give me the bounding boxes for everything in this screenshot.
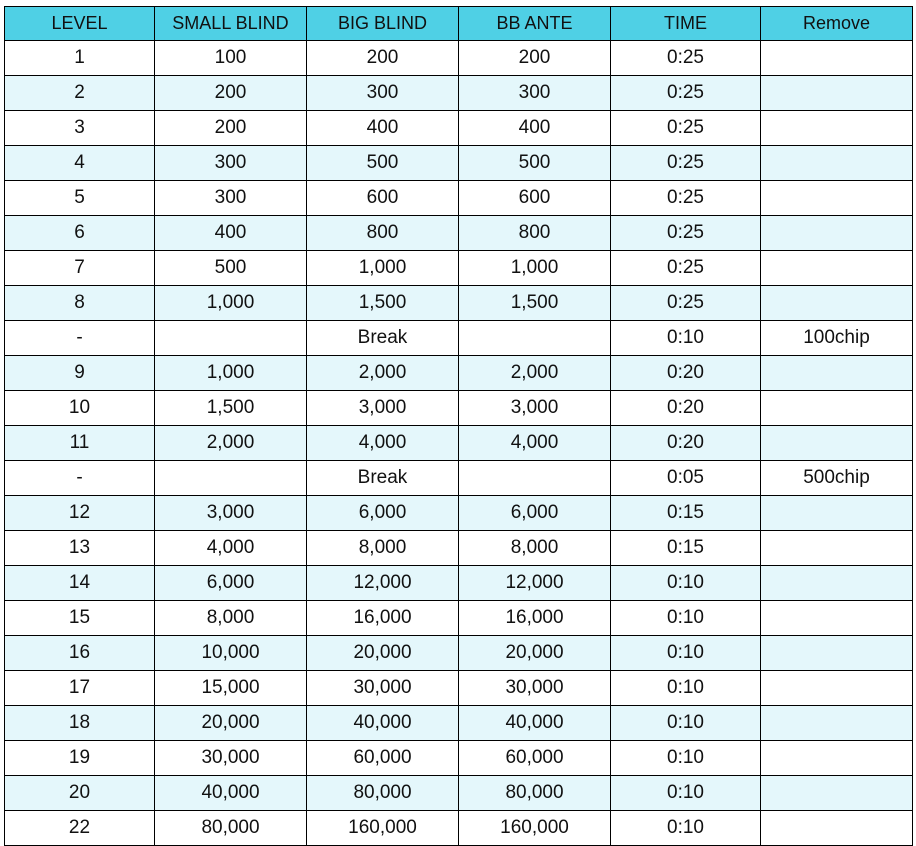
remove-cell[interactable]: [761, 111, 913, 146]
remove-cell[interactable]: [761, 776, 913, 811]
table-row: [5, 356, 913, 391]
bb-ante-cell[interactable]: 400: [459, 111, 611, 146]
level-cell[interactable]: 17: [5, 671, 155, 706]
remove-cell[interactable]: [761, 811, 913, 846]
small-blind-cell[interactable]: 10,000: [155, 636, 307, 671]
bb-ante-cell[interactable]: 800: [459, 216, 611, 251]
small-blind-cell[interactable]: 8,000: [155, 601, 307, 636]
small-blind-cell[interactable]: 15,000: [155, 671, 307, 706]
level-cell[interactable]: -: [5, 321, 155, 356]
big-blind-cell[interactable]: 200: [307, 41, 459, 76]
header-row: [5, 7, 913, 41]
time-cell[interactable]: 0:25: [611, 181, 761, 216]
level-cell[interactable]: 10: [5, 391, 155, 426]
big-blind-cell[interactable]: Break: [307, 321, 459, 356]
time-cell[interactable]: 0:10: [611, 566, 761, 601]
remove-cell[interactable]: [761, 426, 913, 461]
table-row: [5, 566, 913, 601]
remove-cell[interactable]: [761, 76, 913, 111]
time-cell[interactable]: 0:15: [611, 496, 761, 531]
time-cell[interactable]: 0:05: [611, 461, 761, 496]
remove-cell[interactable]: [761, 146, 913, 181]
blind-structure-sheet: [4, 6, 913, 846]
remove-cell[interactable]: [761, 636, 913, 671]
bb-ante-cell[interactable]: 4,000: [459, 426, 611, 461]
bb-ante-cell[interactable]: 20,000: [459, 636, 611, 671]
header-big-blind[interactable]: BIG BLIND: [307, 7, 459, 41]
big-blind-cell[interactable]: 8,000: [307, 531, 459, 566]
level-cell[interactable]: 13: [5, 531, 155, 566]
time-cell[interactable]: 0:25: [611, 111, 761, 146]
big-blind-cell[interactable]: 80,000: [307, 776, 459, 811]
break-row: [5, 461, 913, 496]
table-row: [5, 76, 913, 111]
bb-ante-cell[interactable]: 8,000: [459, 531, 611, 566]
table-row: [5, 41, 913, 76]
big-blind-cell[interactable]: 20,000: [307, 636, 459, 671]
remove-cell[interactable]: [761, 391, 913, 426]
big-blind-cell[interactable]: 4,000: [307, 426, 459, 461]
bb-ante-cell[interactable]: 160,000: [459, 811, 611, 846]
bb-ante-cell[interactable]: 2,000: [459, 356, 611, 391]
remove-cell[interactable]: [761, 566, 913, 601]
table-row: [5, 811, 913, 846]
time-cell[interactable]: 0:20: [611, 391, 761, 426]
small-blind-cell[interactable]: [155, 461, 307, 496]
blind-structure-table: [4, 6, 913, 846]
level-cell[interactable]: 12: [5, 496, 155, 531]
time-cell[interactable]: 0:25: [611, 251, 761, 286]
time-cell[interactable]: 0:25: [611, 146, 761, 181]
level-cell[interactable]: 7: [5, 251, 155, 286]
header-bb-ante[interactable]: BB ANTE: [459, 7, 611, 41]
remove-cell[interactable]: [761, 496, 913, 531]
remove-cell[interactable]: 500chip: [761, 461, 913, 496]
table-row: [5, 531, 913, 566]
time-cell[interactable]: 0:10: [611, 811, 761, 846]
time-cell[interactable]: 0:10: [611, 321, 761, 356]
small-blind-cell[interactable]: [155, 321, 307, 356]
small-blind-cell[interactable]: 40,000: [155, 776, 307, 811]
table-row: [5, 601, 913, 636]
time-cell[interactable]: 0:10: [611, 601, 761, 636]
level-cell[interactable]: 20: [5, 776, 155, 811]
level-cell[interactable]: -: [5, 461, 155, 496]
big-blind-cell[interactable]: 1,500: [307, 286, 459, 321]
bb-ante-cell[interactable]: 30,000: [459, 671, 611, 706]
small-blind-cell[interactable]: 4,000: [155, 531, 307, 566]
remove-cell[interactable]: [761, 251, 913, 286]
level-cell[interactable]: 14: [5, 566, 155, 601]
time-cell[interactable]: 0:15: [611, 531, 761, 566]
small-blind-cell[interactable]: 1,500: [155, 391, 307, 426]
level-cell[interactable]: 3: [5, 111, 155, 146]
break-row: [5, 321, 913, 356]
big-blind-cell[interactable]: 1,000: [307, 251, 459, 286]
remove-cell[interactable]: [761, 41, 913, 76]
remove-cell[interactable]: [761, 671, 913, 706]
small-blind-cell[interactable]: 6,000: [155, 566, 307, 601]
bb-ante-cell[interactable]: 300: [459, 76, 611, 111]
big-blind-cell[interactable]: 800: [307, 216, 459, 251]
small-blind-cell[interactable]: 200: [155, 111, 307, 146]
level-cell[interactable]: 1: [5, 41, 155, 76]
table-row: [5, 706, 913, 741]
big-blind-cell[interactable]: 2,000: [307, 356, 459, 391]
bb-ante-cell[interactable]: [459, 321, 611, 356]
bb-ante-cell[interactable]: 60,000: [459, 741, 611, 776]
small-blind-cell[interactable]: 30,000: [155, 741, 307, 776]
remove-cell[interactable]: [761, 286, 913, 321]
level-cell[interactable]: 8: [5, 286, 155, 321]
big-blind-cell[interactable]: Break: [307, 461, 459, 496]
remove-cell[interactable]: [761, 181, 913, 216]
big-blind-cell[interactable]: 3,000: [307, 391, 459, 426]
big-blind-cell[interactable]: 30,000: [307, 671, 459, 706]
header-level[interactable]: LEVEL: [5, 7, 155, 41]
bb-ante-cell[interactable]: 500: [459, 146, 611, 181]
table-row: [5, 111, 913, 146]
table-row: [5, 286, 913, 321]
bb-ante-cell[interactable]: [459, 461, 611, 496]
table-row: [5, 391, 913, 426]
time-cell[interactable]: 0:10: [611, 741, 761, 776]
time-cell[interactable]: 0:10: [611, 776, 761, 811]
remove-cell[interactable]: 100chip: [761, 321, 913, 356]
remove-cell[interactable]: [761, 531, 913, 566]
time-cell[interactable]: 0:20: [611, 426, 761, 461]
header-remove[interactable]: Remove: [761, 7, 913, 41]
remove-cell[interactable]: [761, 356, 913, 391]
small-blind-cell[interactable]: 200: [155, 76, 307, 111]
level-cell[interactable]: 16: [5, 636, 155, 671]
bb-ante-cell[interactable]: 12,000: [459, 566, 611, 601]
bb-ante-cell[interactable]: 3,000: [459, 391, 611, 426]
level-cell[interactable]: 22: [5, 811, 155, 846]
big-blind-cell[interactable]: 16,000: [307, 601, 459, 636]
remove-cell[interactable]: [761, 706, 913, 741]
table-row: [5, 776, 913, 811]
table-row: [5, 496, 913, 531]
header-time[interactable]: TIME: [611, 7, 761, 41]
bb-ante-cell[interactable]: 16,000: [459, 601, 611, 636]
time-cell[interactable]: 0:25: [611, 41, 761, 76]
level-cell[interactable]: 18: [5, 706, 155, 741]
big-blind-cell[interactable]: 400: [307, 111, 459, 146]
table-row: [5, 671, 913, 706]
remove-cell[interactable]: [761, 216, 913, 251]
big-blind-cell[interactable]: 600: [307, 181, 459, 216]
table-row: [5, 636, 913, 671]
time-cell[interactable]: 0:20: [611, 356, 761, 391]
bb-ante-cell[interactable]: 200: [459, 41, 611, 76]
time-cell[interactable]: 0:25: [611, 216, 761, 251]
small-blind-cell[interactable]: 300: [155, 181, 307, 216]
header-small-blind[interactable]: SMALL BLIND: [155, 7, 307, 41]
level-cell[interactable]: 5: [5, 181, 155, 216]
table-row: [5, 181, 913, 216]
small-blind-cell[interactable]: 300: [155, 146, 307, 181]
bb-ante-cell[interactable]: 6,000: [459, 496, 611, 531]
big-blind-cell[interactable]: 300: [307, 76, 459, 111]
table-row: [5, 741, 913, 776]
bb-ante-cell[interactable]: 1,500: [459, 286, 611, 321]
small-blind-cell[interactable]: 1,000: [155, 356, 307, 391]
time-cell[interactable]: 0:25: [611, 76, 761, 111]
big-blind-cell[interactable]: 160,000: [307, 811, 459, 846]
remove-cell[interactable]: [761, 741, 913, 776]
level-cell[interactable]: 2: [5, 76, 155, 111]
level-cell[interactable]: 15: [5, 601, 155, 636]
level-cell[interactable]: 4: [5, 146, 155, 181]
remove-cell[interactable]: [761, 601, 913, 636]
bb-ante-cell[interactable]: 40,000: [459, 706, 611, 741]
bb-ante-cell[interactable]: 80,000: [459, 776, 611, 811]
small-blind-cell[interactable]: 2,000: [155, 426, 307, 461]
time-cell[interactable]: 0:25: [611, 286, 761, 321]
time-cell[interactable]: 0:10: [611, 636, 761, 671]
time-cell[interactable]: 0:10: [611, 671, 761, 706]
table-body: [5, 41, 913, 846]
table-row: [5, 251, 913, 286]
time-cell[interactable]: 0:10: [611, 706, 761, 741]
small-blind-cell[interactable]: 100: [155, 41, 307, 76]
bb-ante-cell[interactable]: 1,000: [459, 251, 611, 286]
small-blind-cell[interactable]: 400: [155, 216, 307, 251]
level-cell[interactable]: 9: [5, 356, 155, 391]
small-blind-cell[interactable]: 500: [155, 251, 307, 286]
big-blind-cell[interactable]: 40,000: [307, 706, 459, 741]
level-cell[interactable]: 11: [5, 426, 155, 461]
table-row: [5, 426, 913, 461]
small-blind-cell[interactable]: 3,000: [155, 496, 307, 531]
level-cell[interactable]: 6: [5, 216, 155, 251]
table-row: [5, 216, 913, 251]
big-blind-cell[interactable]: 500: [307, 146, 459, 181]
big-blind-cell[interactable]: 6,000: [307, 496, 459, 531]
small-blind-cell[interactable]: 80,000: [155, 811, 307, 846]
bb-ante-cell[interactable]: 600: [459, 181, 611, 216]
big-blind-cell[interactable]: 60,000: [307, 741, 459, 776]
table-row: [5, 146, 913, 181]
big-blind-cell[interactable]: 12,000: [307, 566, 459, 601]
level-cell[interactable]: 19: [5, 741, 155, 776]
small-blind-cell[interactable]: 1,000: [155, 286, 307, 321]
small-blind-cell[interactable]: 20,000: [155, 706, 307, 741]
